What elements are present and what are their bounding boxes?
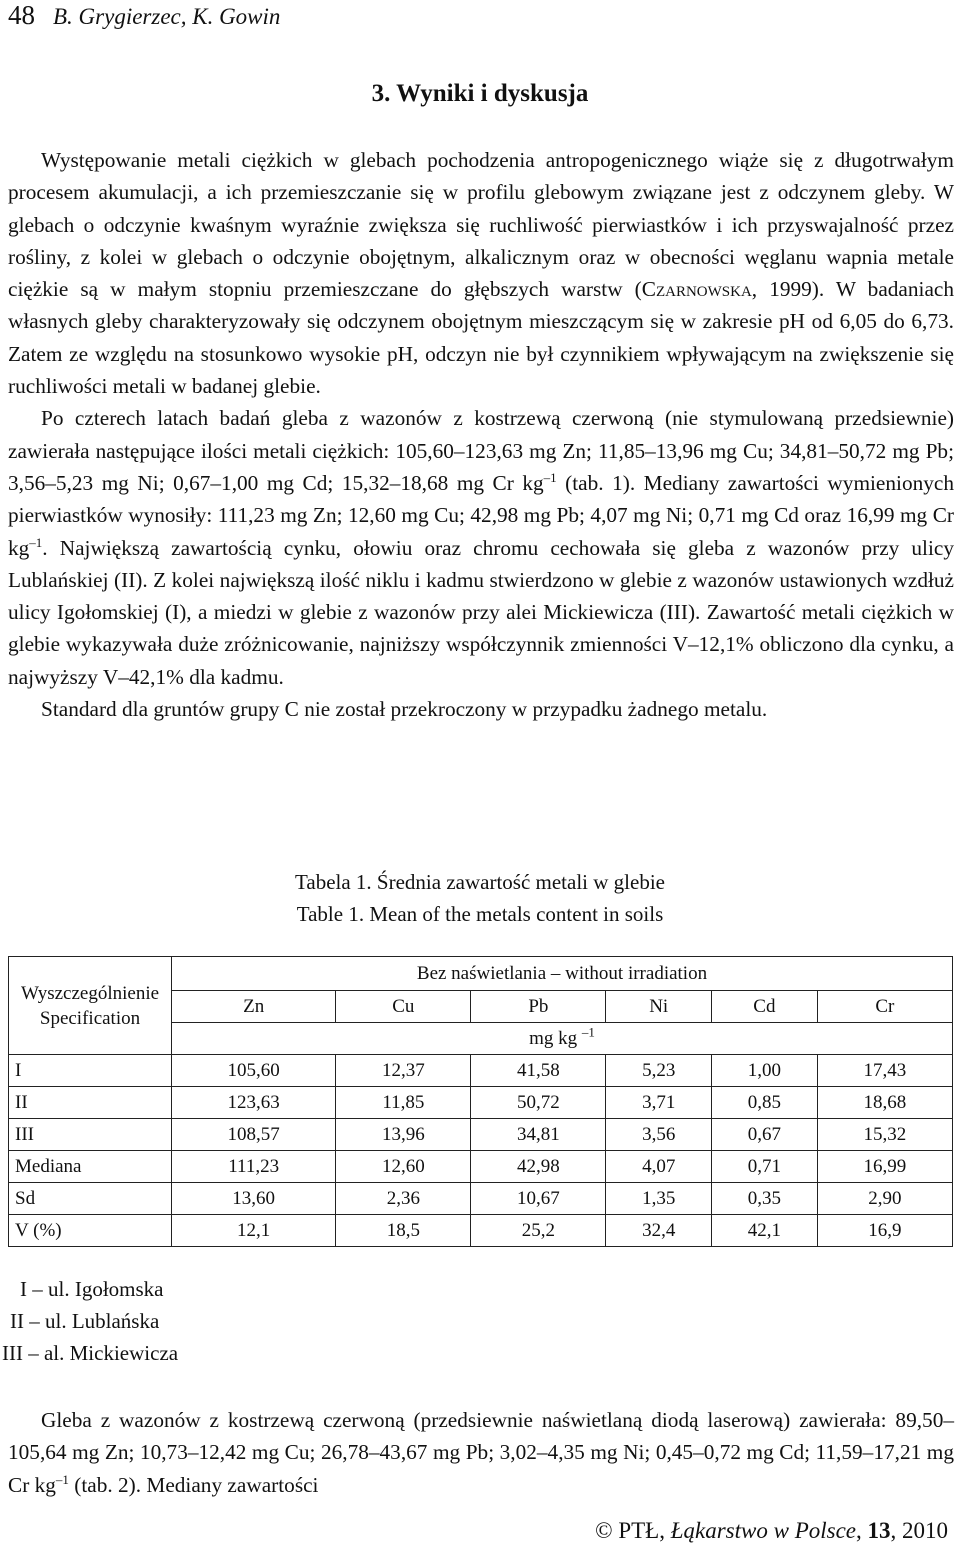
- table-cell: 3,71: [606, 1087, 712, 1119]
- paragraph-1: [8, 144, 954, 402]
- table-cell: 4,07: [606, 1151, 712, 1183]
- superscript: –1: [55, 1471, 69, 1487]
- footer-year: , 2010: [890, 1518, 948, 1543]
- page-number: 48: [8, 0, 35, 30]
- superscript: –1: [543, 469, 557, 485]
- table-legend: [0, 1273, 178, 1369]
- table-cell: 18,5: [336, 1215, 471, 1247]
- table-cell: 5,23: [606, 1055, 712, 1087]
- footer-volume: 13: [867, 1518, 891, 1543]
- paragraph-2-text: Po czterech latach badań gleba z wazonów z kostrzewą czerwoną (nie stymulowaną przedsiewnie) zawierała następujące ilości metali ciężkich: 105,60–123,63 mg Zn; 11,85–13,96 mg Cu; 34,81–50,72 mg Pb; 3,56–5,23 mg Ni; 0,67–1,00 mg Cd; 15,32–18,68 mg Cr kg: [8, 406, 954, 495]
- table-cell: 13,60: [172, 1183, 336, 1215]
- table-row: [9, 1055, 953, 1087]
- specification-header-en: Specification: [39, 1007, 141, 1029]
- paragraph-1-text-cont: , 1999). W badaniach własnych gleby charakteryzowały się odczynem obojętnym mieszczącym się w zakresie pH od 6,05 do 6,73. Zatem ze względu na stosunkowo wysokie pH, odczyn nie był czynnikiem wpływającym na zwiększenie się ruchliwości metali w badanej glebie.: [8, 277, 954, 399]
- table-cell: 25,2: [471, 1215, 606, 1247]
- paragraph-4-text: Gleba z wazonów z kostrzewą czerwoną (przedsiewnie naświetlaną diodą laserową) zawierała: 89,50–105,64 mg Zn; 10,73–12,42 mg Cu; 26,78–43,67 mg Pb; 3,02–4,35 mg Ni; 0,45–0,72 mg Cd; 11,59–17,21 mg Cr kg: [8, 1408, 954, 1497]
- table-row: [9, 1151, 953, 1183]
- paragraph-2: [8, 402, 954, 693]
- table-cell: 2,36: [336, 1183, 471, 1215]
- table-cell: 41,58: [471, 1055, 606, 1087]
- table-caption-en: Table 1. Mean of the metals content in soils: [296, 902, 664, 926]
- metals-table: [8, 956, 953, 1247]
- row-label: Sd: [9, 1183, 172, 1215]
- column-header: Cr: [817, 991, 952, 1023]
- paragraph-2-text-end: . Największą zawartością cynku, ołowiu oraz chromu cechowała się gleba z wazonów przy ulicy Lublańskiej (II). Z kolei największą ilość niklu i kadmu stwierdzono w glebie z wazonów ustawionych wzdłuż ulicy Igołomskiej (I), a miedzi w glebie z wazonów przy alei Mickiewicza (III). Zawartość metali ciężkich w glebie wykazywała duże zróżnicowanie, najniższy współczynnik zmienności V–12,1% obliczono dla cynku, a najwyższy V–42,1% dla kadmu.: [8, 535, 954, 689]
- table-row: [9, 1215, 953, 1247]
- column-header: Zn: [172, 991, 336, 1023]
- table-cell: 1,00: [712, 1055, 818, 1087]
- specification-header: [9, 957, 172, 1055]
- table-cell: 0,85: [712, 1087, 818, 1119]
- table-row: [9, 1183, 953, 1215]
- table-cell: 2,90: [817, 1183, 952, 1215]
- specification-header-pl: Wyszczególnienie: [20, 982, 160, 1004]
- paragraph-1-text: Występowanie metali ciężkich w glebach pochodzenia antropogenicznego wiąże się z długotrwałym procesem akumulacji, a ich przemieszczanie się w profilu glebowym związane jest z odczynem gleby. W glebach o odczynie kwaśnym wyraźnie zwiększa się ruchliwość pierwiastków i ich przyswajalność przez rośliny, z kolei w glebach o odczynie obojętnym, alkalicznym oraz w obecności węglanu wapnia metale ciężkie są w małym stopniu przemieszczane do głębszych warstw (: [8, 148, 954, 302]
- table-caption: [0, 866, 960, 930]
- row-label: II: [9, 1087, 172, 1119]
- legend-item: II – ul. Lublańska: [10, 1309, 160, 1333]
- unit-cell: [172, 1023, 953, 1055]
- running-header-authors: B. Grygierzec, K. Gowin: [53, 4, 281, 29]
- table-caption-pl: Tabela 1. Średnia zawartość metali w glebie: [295, 870, 665, 894]
- table-cell: 0,67: [712, 1119, 818, 1151]
- column-header: Pb: [471, 991, 606, 1023]
- table-row: [9, 1087, 953, 1119]
- table-cell: 0,71: [712, 1151, 818, 1183]
- paragraph-3: Standard dla gruntów grupy C nie został przekroczony w przypadku żadnego metalu.: [41, 697, 768, 722]
- table-cell: 11,85: [336, 1087, 471, 1119]
- body-text-lower: [8, 1404, 954, 1501]
- legend-item: III – al. Mickiewicza: [2, 1341, 179, 1365]
- journal-footer: © PTŁ, Łąkarstwo w Polsce, 13, 2010: [595, 1518, 948, 1543]
- superscript: –1: [29, 534, 43, 550]
- section-title: 3. Wyniki i dyskusja: [371, 80, 589, 107]
- table-cell: 34,81: [471, 1119, 606, 1151]
- column-header: Cd: [712, 991, 818, 1023]
- table-cell: 3,56: [606, 1119, 712, 1151]
- body-text-upper: [8, 144, 954, 725]
- table-cell: 13,96: [336, 1119, 471, 1151]
- table-cell: 15,32: [817, 1119, 952, 1151]
- row-label: I: [9, 1055, 172, 1087]
- table-cell: 0,35: [712, 1183, 818, 1215]
- unit-text: mg kg: [529, 1027, 578, 1049]
- table-cell: 12,60: [336, 1151, 471, 1183]
- table-cell: 32,4: [606, 1215, 712, 1247]
- table-cell: 16,99: [817, 1151, 952, 1183]
- table-header-row: [9, 957, 953, 991]
- unit-superscript: –1: [581, 1024, 595, 1040]
- table-cell: 12,1: [172, 1215, 336, 1247]
- table-cell: 1,35: [606, 1183, 712, 1215]
- table-cell: 16,9: [817, 1215, 952, 1247]
- paragraph-2-text-cont: (tab. 1). Mediany zawartości wymienionych pierwiastków wynosiły: 111,23 mg Zn; 12,60 mg Cu; 42,98 mg Pb; 4,07 mg Ni; 0,71 mg Cd oraz 16,99 mg Cr kg: [8, 470, 955, 560]
- table-cell: 105,60: [172, 1055, 336, 1087]
- table-cell: 108,57: [172, 1119, 336, 1151]
- table-row: [9, 1119, 953, 1151]
- footer-journal-title: Łąkarstwo w Polsce: [670, 1518, 856, 1543]
- row-label: V (%): [9, 1215, 172, 1247]
- row-label: Mediana: [9, 1151, 172, 1183]
- table-cell: 10,67: [471, 1183, 606, 1215]
- table-cell: 18,68: [817, 1087, 952, 1119]
- table-cell: 42,1: [712, 1215, 818, 1247]
- table-cell: 12,37: [336, 1055, 471, 1087]
- table-cell: 17,43: [817, 1055, 952, 1087]
- running-header: [8, 0, 280, 31]
- row-label: III: [9, 1119, 172, 1151]
- table-cell: 123,63: [172, 1087, 336, 1119]
- table-cell: 50,72: [471, 1087, 606, 1119]
- group-header: Bez naświetlania – without irradiation: [172, 957, 953, 991]
- table-cell: 111,23: [172, 1151, 336, 1183]
- citation-author: Czarnowska: [641, 277, 752, 302]
- column-header: Ni: [606, 991, 712, 1023]
- column-header: Cu: [336, 991, 471, 1023]
- legend-item: I – ul. Igołomska: [20, 1277, 164, 1301]
- paragraph-4: [8, 1404, 954, 1501]
- table-cell: 42,98: [471, 1151, 606, 1183]
- footer-copyright: © PTŁ,: [595, 1518, 671, 1543]
- paragraph-4-text-cont: (tab. 2). Mediany zawartości: [68, 1472, 319, 1497]
